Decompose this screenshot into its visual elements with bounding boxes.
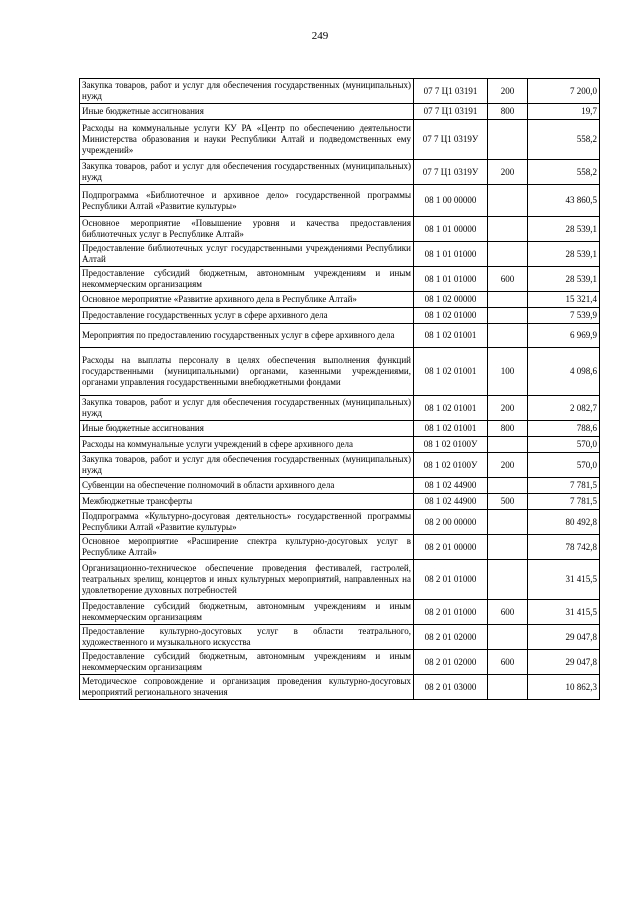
row-type-cell: 200 bbox=[488, 453, 528, 478]
row-name-cell: Закупка товаров, работ и услуг для обеспечения государственных (муниципальных) нужд bbox=[80, 79, 414, 104]
row-amount-cell: 6 969,9 bbox=[528, 324, 600, 348]
table-row bbox=[80, 308, 600, 324]
row-code-cell: 08 2 01 03000 bbox=[414, 675, 488, 700]
row-amount-cell: 10 862,3 bbox=[528, 675, 600, 700]
row-code-cell: 08 1 02 44900 bbox=[414, 478, 488, 494]
row-code-cell: 08 1 02 01001 bbox=[414, 324, 488, 348]
budget-table bbox=[79, 78, 600, 700]
row-amount-cell: 28 539,1 bbox=[528, 242, 600, 267]
row-amount-cell: 7 781,5 bbox=[528, 478, 600, 494]
row-name-cell: Основное мероприятие «Повышение уровня и качества предоставления библиотечных услуг в Республике Алтай» bbox=[80, 217, 414, 242]
row-name-cell: Расходы на выплаты персоналу в целях обеспечения выполнения функций государственными (муниципальными) органами, казенными учреждениями, органами управления государственными внебюджетными фондами bbox=[80, 348, 414, 396]
row-amount-cell: 31 415,5 bbox=[528, 560, 600, 600]
budget-table-body bbox=[80, 79, 600, 700]
row-name-cell: Подпрограмма «Культурно-досуговая деятельность» государственной программы Республики Алтай «Развитие культуры» bbox=[80, 510, 414, 535]
row-name-cell: Предоставление культурно-досуговых услуг в области театрального, художественного и музыкального искусства bbox=[80, 625, 414, 650]
row-amount-cell: 2 082,7 bbox=[528, 396, 600, 421]
row-amount-cell: 7 781,5 bbox=[528, 494, 600, 510]
row-code-cell: 08 1 02 00000 bbox=[414, 292, 488, 308]
table-row bbox=[80, 292, 600, 308]
row-type-cell bbox=[488, 242, 528, 267]
row-type-cell bbox=[488, 120, 528, 160]
row-type-cell bbox=[488, 217, 528, 242]
row-name-cell: Предоставление государственных услуг в сфере архивного дела bbox=[80, 308, 414, 324]
table-row bbox=[80, 535, 600, 560]
row-code-cell: 08 1 01 01000 bbox=[414, 267, 488, 292]
table-row bbox=[80, 104, 600, 120]
row-name-cell: Организационно-техническое обеспечение проведения фестивалей, гастролей, театральных зрелищ, концертов и иных культурных мероприятий, направленных на удовлетворение духовных потребностей bbox=[80, 560, 414, 600]
row-type-cell: 600 bbox=[488, 267, 528, 292]
row-amount-cell: 29 047,8 bbox=[528, 625, 600, 650]
table-row bbox=[80, 478, 600, 494]
table-row bbox=[80, 437, 600, 453]
row-amount-cell: 29 047,8 bbox=[528, 650, 600, 675]
row-amount-cell: 28 539,1 bbox=[528, 217, 600, 242]
row-code-cell: 08 1 01 01000 bbox=[414, 242, 488, 267]
table-row bbox=[80, 650, 600, 675]
table-row bbox=[80, 217, 600, 242]
row-type-cell: 500 bbox=[488, 494, 528, 510]
row-type-cell: 200 bbox=[488, 160, 528, 185]
table-row bbox=[80, 348, 600, 396]
row-code-cell: 08 2 01 02000 bbox=[414, 625, 488, 650]
row-type-cell bbox=[488, 625, 528, 650]
row-amount-cell: 7 539,9 bbox=[528, 308, 600, 324]
row-code-cell: 08 1 02 01001 bbox=[414, 396, 488, 421]
row-code-cell: 07 7 Ц1 0319У bbox=[414, 160, 488, 185]
row-code-cell: 08 2 01 01000 bbox=[414, 560, 488, 600]
row-name-cell: Закупка товаров, работ и услуг для обеспечения государственных (муниципальных) нужд bbox=[80, 396, 414, 421]
table-row bbox=[80, 421, 600, 437]
row-amount-cell: 558,2 bbox=[528, 160, 600, 185]
row-code-cell: 08 1 02 01001 bbox=[414, 348, 488, 396]
page-number: 249 bbox=[311, 30, 329, 42]
row-code-cell: 08 1 00 00000 bbox=[414, 185, 488, 217]
row-name-cell: Основное мероприятие «Расширение спектра культурно-досуговых услуг в Республике Алтай» bbox=[80, 535, 414, 560]
table-row bbox=[80, 600, 600, 625]
row-code-cell: 08 1 02 0100У bbox=[414, 437, 488, 453]
row-name-cell: Предоставление субсидий бюджетным, автономным учреждениям и иным некоммерческим организациям bbox=[80, 600, 414, 625]
row-type-cell: 200 bbox=[488, 396, 528, 421]
row-type-cell bbox=[488, 437, 528, 453]
table-row bbox=[80, 120, 600, 160]
row-amount-cell: 7 200,0 bbox=[528, 79, 600, 104]
row-code-cell: 08 2 01 01000 bbox=[414, 600, 488, 625]
row-name-cell: Иные бюджетные ассигнования bbox=[80, 421, 414, 437]
table-row bbox=[80, 324, 600, 348]
row-name-cell: Предоставление субсидий бюджетным, автономным учреждениям и иным некоммерческим организациям bbox=[80, 650, 414, 675]
table-row bbox=[80, 510, 600, 535]
row-type-cell bbox=[488, 324, 528, 348]
table-row bbox=[80, 675, 600, 700]
row-code-cell: 08 1 02 44900 bbox=[414, 494, 488, 510]
row-type-cell bbox=[488, 308, 528, 324]
row-type-cell: 800 bbox=[488, 421, 528, 437]
row-code-cell: 07 7 Ц1 03191 bbox=[414, 104, 488, 120]
table-row bbox=[80, 396, 600, 421]
row-name-cell: Подпрограмма «Библиотечное и архивное дело» государственной программы Республики Алтай «Развитие культуры» bbox=[80, 185, 414, 217]
row-amount-cell: 31 415,5 bbox=[528, 600, 600, 625]
row-name-cell: Закупка товаров, работ и услуг для обеспечения государственных (муниципальных) нужд bbox=[80, 453, 414, 478]
row-type-cell bbox=[488, 510, 528, 535]
row-name-cell: Иные бюджетные ассигнования bbox=[80, 104, 414, 120]
row-amount-cell: 28 539,1 bbox=[528, 267, 600, 292]
row-type-cell: 100 bbox=[488, 348, 528, 396]
row-name-cell: Методическое сопровождение и организация проведения культурно-досуговых мероприятий регионального значения bbox=[80, 675, 414, 700]
row-name-cell: Субвенции на обеспечение полномочий в области архивного дела bbox=[80, 478, 414, 494]
table-row bbox=[80, 242, 600, 267]
row-amount-cell: 19,7 bbox=[528, 104, 600, 120]
table-row bbox=[80, 185, 600, 217]
row-type-cell bbox=[488, 478, 528, 494]
row-name-cell: Мероприятия по предоставлению государственных услуг в сфере архивного дела bbox=[80, 324, 414, 348]
row-amount-cell: 78 742,8 bbox=[528, 535, 600, 560]
table-row bbox=[80, 267, 600, 292]
row-amount-cell: 570,0 bbox=[528, 437, 600, 453]
row-name-cell: Закупка товаров, работ и услуг для обеспечения государственных (муниципальных) нужд bbox=[80, 160, 414, 185]
row-type-cell: 200 bbox=[488, 79, 528, 104]
table-row bbox=[80, 453, 600, 478]
table-row bbox=[80, 625, 600, 650]
row-type-cell: 600 bbox=[488, 650, 528, 675]
table-row bbox=[80, 160, 600, 185]
row-code-cell: 08 1 02 01000 bbox=[414, 308, 488, 324]
row-name-cell: Расходы на коммунальные услуги учреждений в сфере архивного дела bbox=[80, 437, 414, 453]
row-amount-cell: 43 860,5 bbox=[528, 185, 600, 217]
row-amount-cell: 558,2 bbox=[528, 120, 600, 160]
row-type-cell bbox=[488, 560, 528, 600]
row-amount-cell: 80 492,8 bbox=[528, 510, 600, 535]
row-name-cell: Предоставление библиотечных услуг государственными учреждениями Республики Алтай bbox=[80, 242, 414, 267]
table-row bbox=[80, 494, 600, 510]
row-name-cell: Расходы на коммунальные услуги КУ РА «Центр по обеспечению деятельности Министерства образования и науки Республики Алтай и подведомственных ему учреждений» bbox=[80, 120, 414, 160]
table-row bbox=[80, 560, 600, 600]
row-amount-cell: 15 321,4 bbox=[528, 292, 600, 308]
row-code-cell: 08 2 00 00000 bbox=[414, 510, 488, 535]
row-type-cell bbox=[488, 292, 528, 308]
row-type-cell: 800 bbox=[488, 104, 528, 120]
row-code-cell: 07 7 Ц1 03191 bbox=[414, 79, 488, 104]
row-type-cell: 600 bbox=[488, 600, 528, 625]
row-amount-cell: 4 098,6 bbox=[528, 348, 600, 396]
row-type-cell bbox=[488, 185, 528, 217]
row-code-cell: 08 2 01 00000 bbox=[414, 535, 488, 560]
row-amount-cell: 570,0 bbox=[528, 453, 600, 478]
row-code-cell: 08 2 01 02000 bbox=[414, 650, 488, 675]
row-name-cell: Основное мероприятие «Развитие архивного дела в Республике Алтай» bbox=[80, 292, 414, 308]
row-code-cell: 07 7 Ц1 0319У bbox=[414, 120, 488, 160]
table-row bbox=[80, 79, 600, 104]
row-type-cell bbox=[488, 675, 528, 700]
row-name-cell: Предоставление субсидий бюджетным, автономным учреждениям и иным некоммерческим организациям bbox=[80, 267, 414, 292]
row-code-cell: 08 1 01 00000 bbox=[414, 217, 488, 242]
row-amount-cell: 788,6 bbox=[528, 421, 600, 437]
row-name-cell: Межбюджетные трансферты bbox=[80, 494, 414, 510]
row-code-cell: 08 1 02 0100У bbox=[414, 453, 488, 478]
row-code-cell: 08 1 02 01001 bbox=[414, 421, 488, 437]
row-type-cell bbox=[488, 535, 528, 560]
